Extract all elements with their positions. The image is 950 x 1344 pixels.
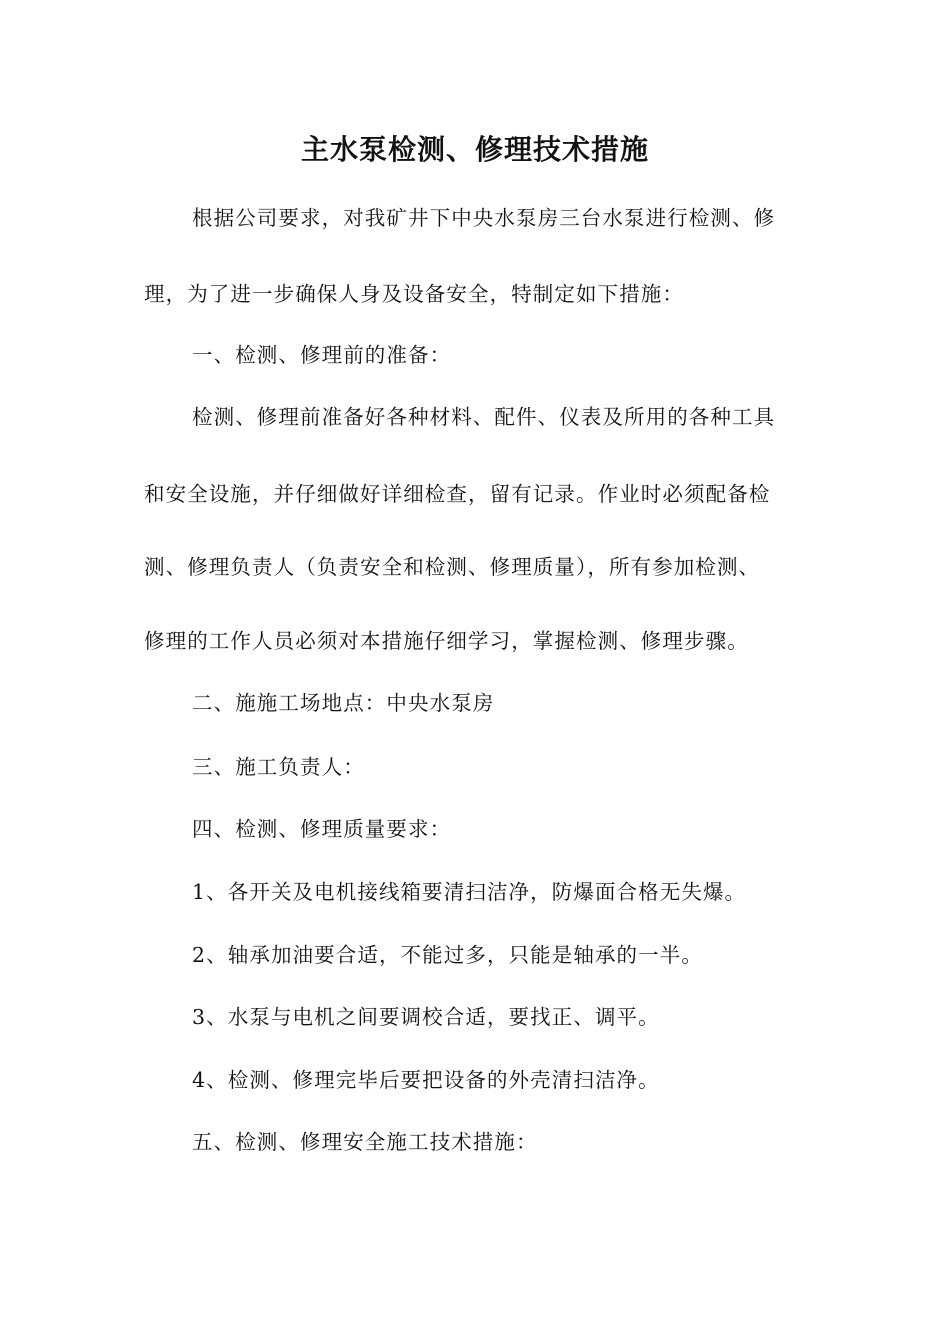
section-heading-site: 二、施施工场地点：中央水泵房 — [192, 691, 495, 715]
paragraph-preparation-line-3: 测、修理负责人（负责安全和检测、修理质量），所有参加检测、 — [144, 555, 761, 579]
paragraph-preparation-line-2: 和安全设施，并仔细做好详细检查，留有记录。作业时必须配备检 — [144, 482, 771, 506]
quality-item-1: 1、各开关及电机接线箱要清扫洁净，防爆面合格无失爆。 — [192, 880, 747, 904]
section-heading-safety: 五、检测、修理安全施工技术措施： — [192, 1130, 538, 1154]
document-title: 主水泵检测、修理技术措施 — [300, 133, 649, 166]
section-heading-preparation: 一、检测、修理前的准备： — [192, 343, 452, 367]
quality-item-4: 4、检测、修理完毕后要把设备的外壳清扫洁净。 — [192, 1068, 660, 1092]
section-heading-quality: 四、检测、修理质量要求： — [192, 817, 452, 841]
section-heading-responsible: 三、施工负责人： — [192, 755, 365, 779]
quality-item-3: 3、水泵与电机之间要调校合适，要找正、调平。 — [192, 1005, 660, 1029]
quality-item-2: 2、轴承加油要合适，不能过多，只能是轴承的一半。 — [192, 943, 703, 967]
paragraph-intro-line-1: 根据公司要求，对我矿井下中央水泵房三台水泵进行检测、修 — [192, 206, 776, 230]
paragraph-preparation-line-4: 修理的工作人员必须对本措施仔细学习，掌握检测、修理步骤。 — [144, 629, 749, 653]
paragraph-intro-line-2: 理，为了进一步确保人身及设备安全，特制定如下措施： — [144, 282, 684, 306]
paragraph-preparation-line-1: 检测、修理前准备好各种材料、配件、仪表及所用的各种工具 — [192, 405, 776, 429]
